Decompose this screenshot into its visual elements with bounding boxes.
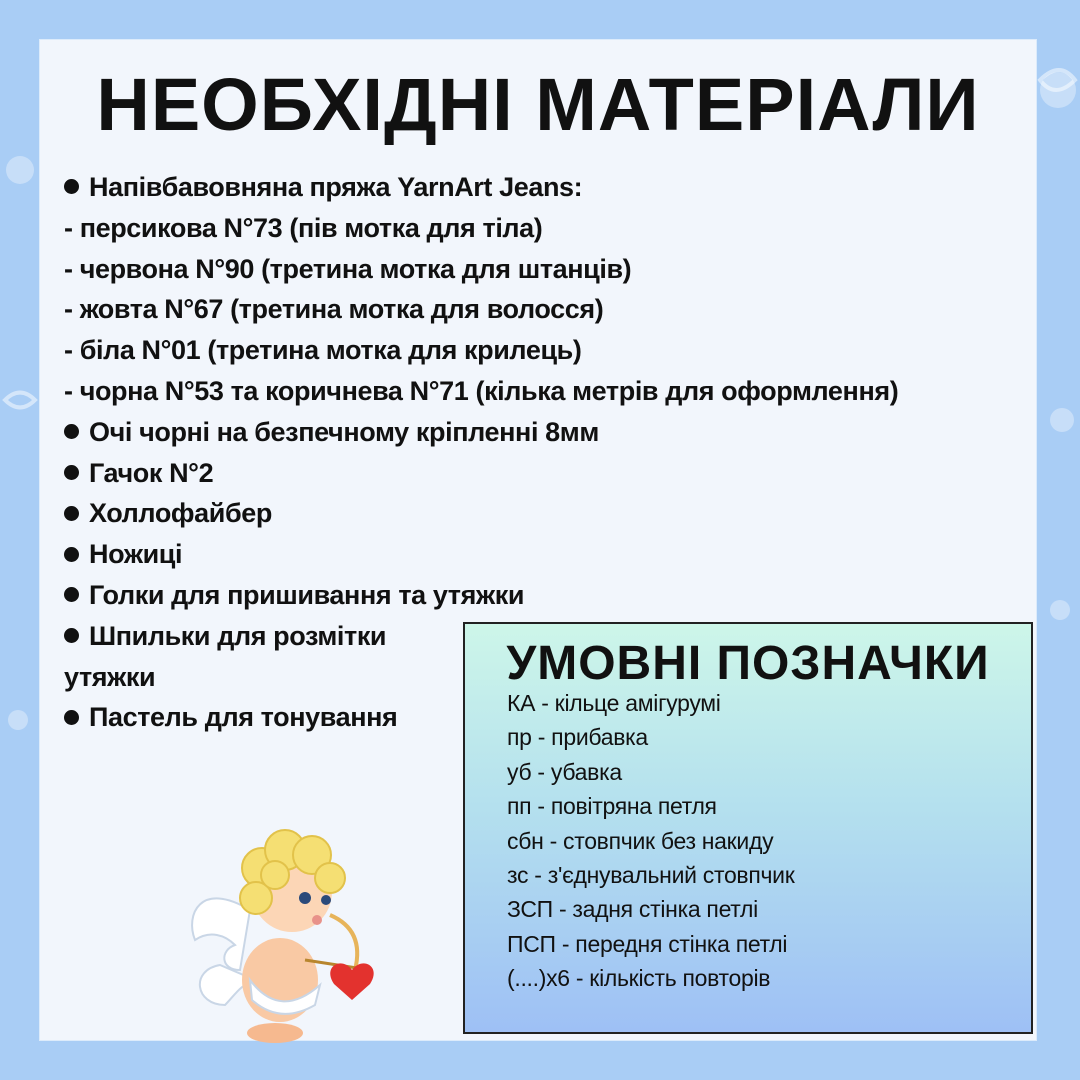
cupid-illustration: [180, 820, 390, 1050]
bullet-icon: [64, 179, 79, 194]
legend-item: зс - з'єднувальний стовпчик: [507, 862, 795, 889]
legend-panel: [463, 622, 1033, 1034]
bullet-icon: [64, 710, 79, 725]
legend-list: [507, 686, 795, 996]
bullet-icon: [64, 465, 79, 480]
bullet-icon: [64, 506, 79, 521]
legend-item: (....)x6 - кількість повторів: [507, 965, 771, 992]
list-item: - червона N°90 (третина мотка для штанців): [64, 253, 632, 284]
bullet-icon: [64, 587, 79, 602]
legend-item: пр - прибавка: [507, 724, 648, 751]
bullet-icon: [64, 628, 79, 643]
page-title: НЕОБХІДНІ МАТЕРІАЛИ: [96, 63, 980, 146]
list-item: Шпильки для розмітки утяжки: [64, 620, 387, 692]
list-item: Очі чорні на безпечному кріпленні 8мм: [64, 412, 1024, 453]
list-item: Пастель для тонування: [64, 697, 1024, 738]
list-item: - чорна N°53 та коричнева N°71 (кілька метрів для оформлення): [64, 375, 899, 406]
list-item: - біла N°01 (третина мотка для крилець): [64, 335, 582, 366]
bullet-icon: [64, 424, 79, 439]
list-item: Напівбавовняна пряжа YarnArt Jeans:: [64, 167, 1024, 208]
list-item: Ножиці: [64, 534, 1024, 575]
legend-item: сбн - стовпчик без накиду: [507, 827, 774, 854]
bullet-icon: [64, 547, 79, 562]
legend-item: ПСП - передня стінка петлі: [507, 930, 788, 957]
list-item: Холлофайбер: [64, 493, 1024, 534]
list-item: - жовта N°67 (третина мотка для волосся): [64, 294, 604, 325]
list-item: Голки для пришивання та утяжки: [64, 575, 1024, 616]
legend-item: ЗСП - задня стінка петлі: [507, 896, 758, 923]
legend-title: УМОВНІ ПОЗНАЧКИ: [506, 637, 990, 690]
legend-item: пп - повітряна петля: [507, 793, 717, 820]
list-item: - персикова N°73 (пів мотка для тіла): [64, 212, 543, 243]
list-item: Гачок N°2: [64, 453, 1024, 494]
legend-item: уб - убавка: [507, 758, 622, 785]
legend-item: КА - кільце амігурумі: [507, 690, 721, 716]
